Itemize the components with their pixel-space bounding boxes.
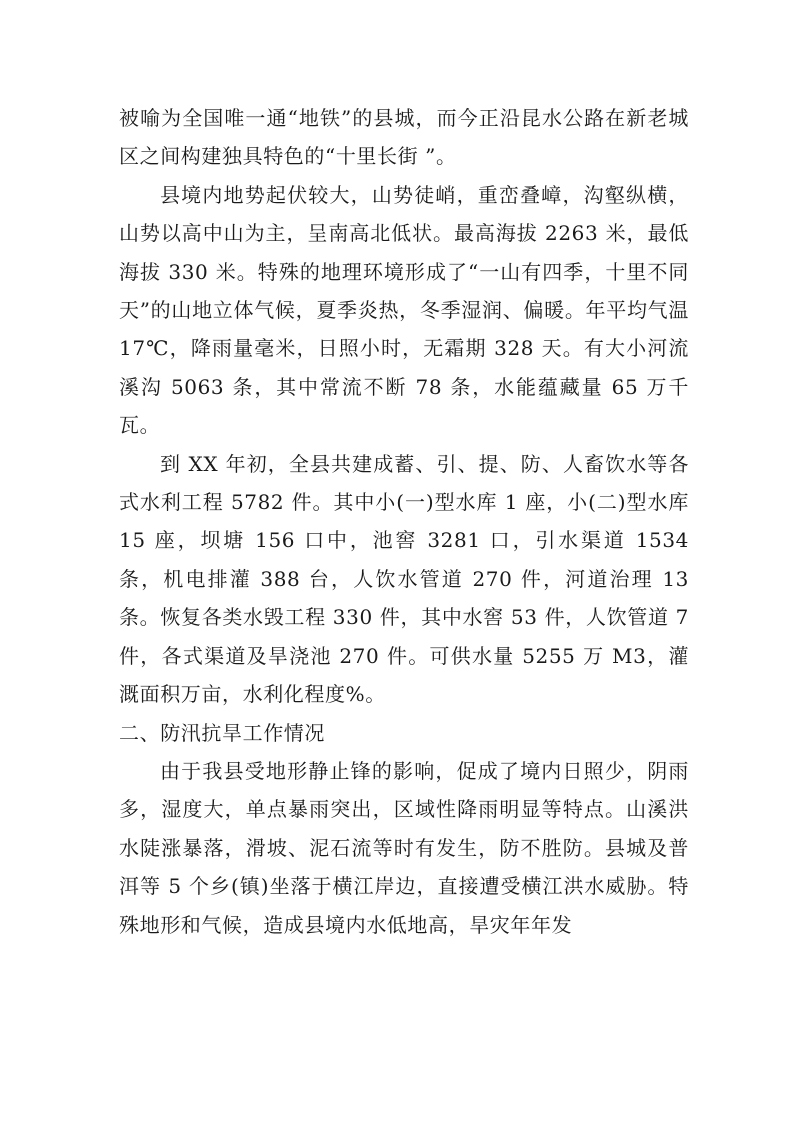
section-heading-flood-drought: 二、防汛抗旱工作情况 [119, 720, 325, 745]
paragraph-county-subway: 被喻为全国唯一通“地铁”的县城，而今正沿昆水公路在新老城区之间构建独具特色的“十里长街 ”。 [119, 106, 689, 169]
paragraph-water-projects: 到 XX 年初，全县共建成蓄、引、提、防、人畜饮水等各式水利工程 5782 件。其中小(一)型水库 1 座，小(二)型水库 15 座，坝塘 156 口中，池窖 3281 口，引水渠道 1534 条，机电排灌 388 台，人饮水管道 270 件，河道治理 13 条。恢复各类水毁工程 330 件，其中水窖 53 件，人饮管道 7 件，各式渠道及旱浇池 270 件。可供水量 5255 万 M3，灌溉面积万亩，水利化程度%。 [119, 451, 689, 707]
paragraph-terrain-climate: 县境内地势起伏较大，山势徒峭，重峦叠嶂，沟壑纵横，山势以高中山为主，呈南高北低状。最高海拔 2263 米，最低海拔 330 米。特殊的地理环境形成了“一山有四季，十里不同天”的山地立体气候，夏季炎热，冬季湿润、偏暖。年平均气温 17℃，降雨量毫米，日照小时，无霜期 328 天。有大小河流溪沟 5063 条，其中常流不断 78 条，水能蕴藏量 65 万千瓦。 [119, 182, 689, 438]
paragraph-flood-drought-situation: 由于我县受地形静止锋的影响，促成了境内日照少，阴雨多，湿度大，单点暴雨突出，区域性降雨明显等特点。山溪洪水陡涨暴落，滑坡、泥石流等时有发生，防不胜防。县城及普洱等 5 个乡(镇)坐落于横江岸边，直接遭受横江洪水威胁。特殊地形和气候，造成县境内水低地高，旱灾年年发 [119, 758, 689, 937]
